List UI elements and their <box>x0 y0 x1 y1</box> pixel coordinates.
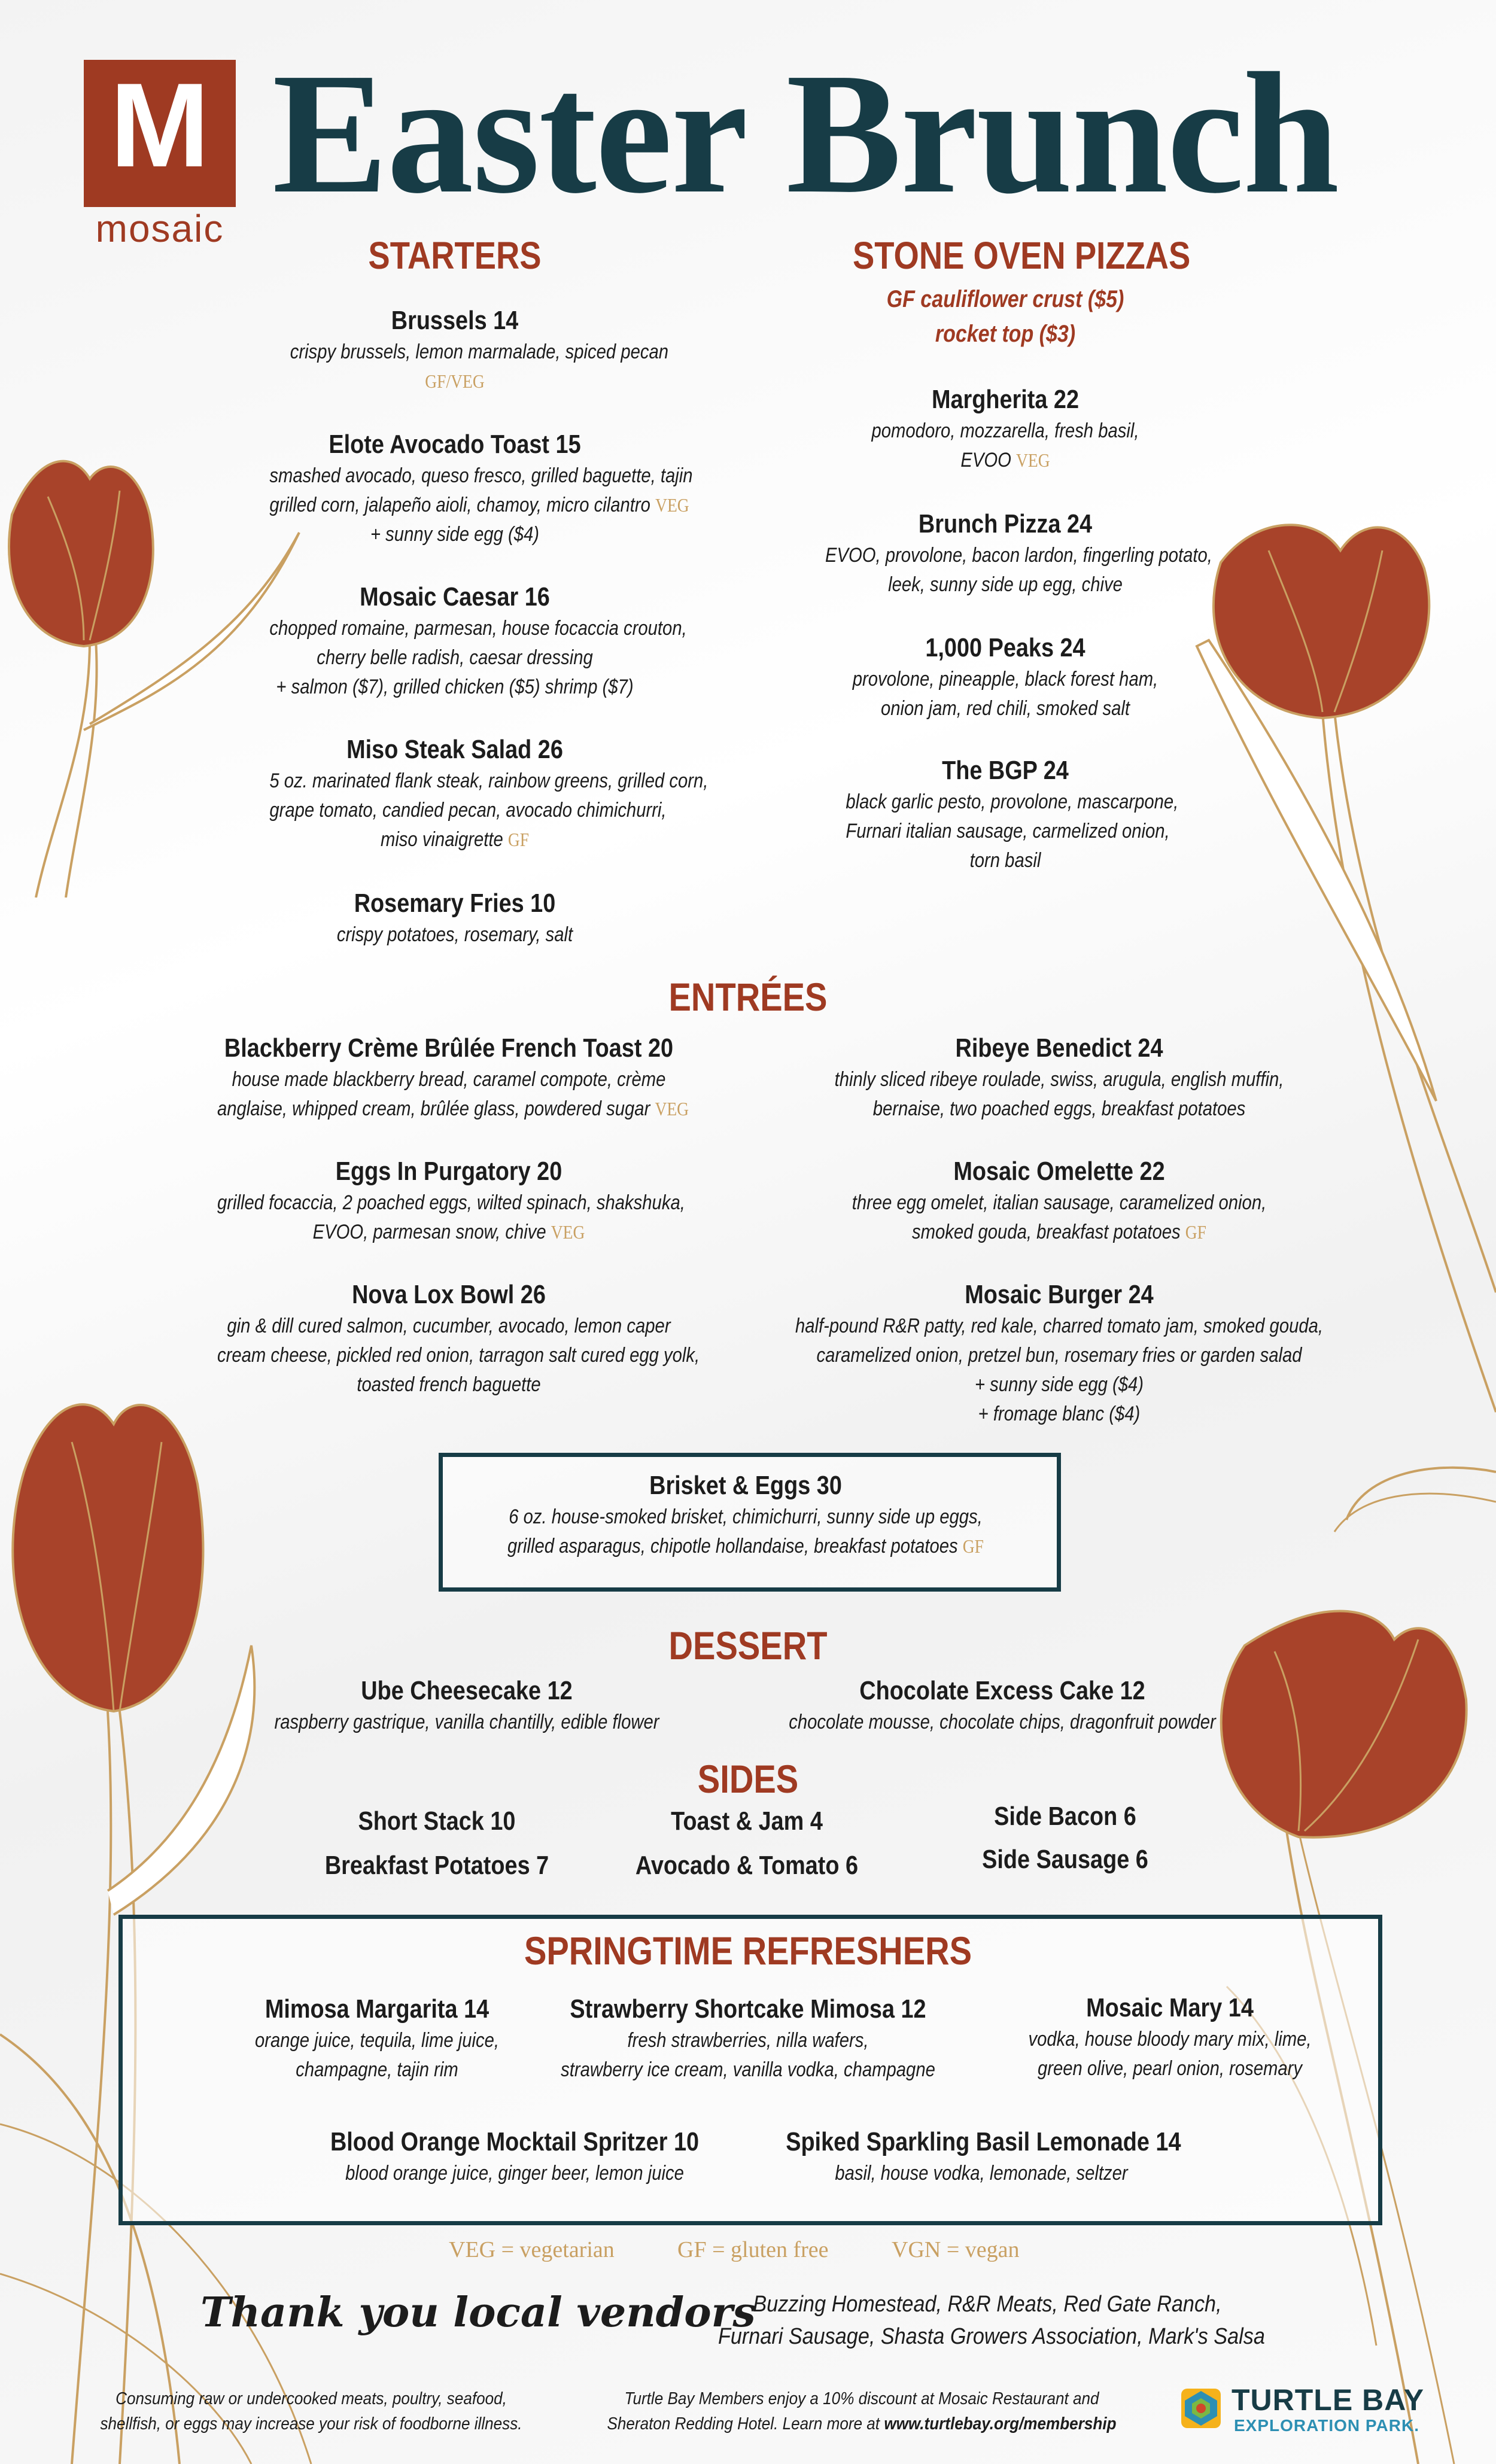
item-desc: + salmon ($7), grilled chicken ($5) shrimp ($7) <box>276 676 634 698</box>
item-name: Mimosa Margarita 14 <box>264 1994 489 2024</box>
item-desc: 5 oz. marinated flank steak, rainbow greens, grilled corn, <box>269 769 709 792</box>
side-item: Side Bacon 6 <box>994 1802 1136 1831</box>
item-desc: 6 oz. house-smoked brisket, chimichurri, sunny side up eggs, <box>509 1505 983 1528</box>
side-item: Toast & Jam 4 <box>671 1806 823 1836</box>
item-desc: black garlic pesto, provolone, mascarpone, <box>846 790 1179 813</box>
item-desc: vodka, house bloody mary mix, lime, <box>1028 2028 1312 2051</box>
item-name: Brisket & Eggs 30 <box>649 1471 842 1500</box>
item-desc: leek, sunny side up egg, chive <box>888 573 1123 596</box>
starters-heading: STARTERS <box>368 234 542 277</box>
side-item: Short Stack 10 <box>358 1806 516 1836</box>
item-desc: grilled asparagus, chipotle hollandaise, breakfast potatoes <box>507 1535 958 1558</box>
entrees-heading: ENTRÉES <box>668 975 828 1019</box>
sides-heading: SIDES <box>697 1757 799 1801</box>
pizzas-subtitle: rocket top ($3) <box>935 321 1076 347</box>
item-desc: green olive, pearl onion, rosemary <box>1037 2057 1303 2080</box>
menu-item <box>772 1032 1346 1124</box>
dietary-tag: VEG <box>655 494 689 516</box>
pizzas-heading: STONE OVEN PIZZAS <box>853 234 1191 277</box>
vendors-line: Buzzing Homestead, R&R Meats, Red Gate Ranch, <box>753 2292 1222 2317</box>
item-desc: EVOO, parmesan snow, chive <box>312 1221 546 1243</box>
item-desc: blood orange juice, ginger beer, lemon juice <box>345 2162 684 2185</box>
dessert-heading: DESSERT <box>668 1623 828 1668</box>
item-name: Rosemary Fries 10 <box>354 889 556 918</box>
menu-item <box>180 1278 718 1400</box>
item-desc: crispy brussels, lemon marmalade, spiced pecan <box>290 340 668 363</box>
menu-item <box>742 1278 1376 1429</box>
item-desc: crispy potatoes, rosemary, salt <box>336 923 573 946</box>
item-desc: grilled corn, jalapeño aioli, chamoy, micro cilantro <box>269 494 650 516</box>
membership-link[interactable]: www.turtlebay.org/membership <box>884 2414 1117 2433</box>
item-desc: half-pound R&R patty, red kale, charred tomato jam, smoked gouda, <box>795 1315 1323 1337</box>
side-item: Side Sausage 6 <box>982 1845 1148 1874</box>
menu-item <box>180 1032 718 1124</box>
item-desc: anglaise, whipped cream, brûlée glass, powdered sugar <box>217 1097 650 1120</box>
dietary-tag: GF <box>962 1535 984 1557</box>
item-desc: + sunny side egg ($4) <box>974 1373 1144 1396</box>
membership-note: Turtle Bay Members enjoy a 10% discount at Mosaic Restaurant and Sheraton Redding Hotel. Learn more at www.turtlebay.org/membership <box>607 2389 1117 2433</box>
item-desc: provolone, pineapple, black forest ham, <box>852 668 1159 690</box>
legend-vgn: VGN = vegan <box>892 2237 1020 2262</box>
menu-item <box>772 1155 1346 1247</box>
item-name: Blackberry Crème Brûlée French Toast 20 <box>224 1033 674 1063</box>
vendors-heading: Thank you local vendors <box>200 2289 756 2337</box>
menu-item <box>975 1991 1364 2083</box>
item-desc: miso vinaigrette <box>380 828 503 851</box>
item-name: Strawberry Shortcake Mimosa 12 <box>570 1994 926 2024</box>
logo-letter: M <box>110 59 210 192</box>
menu-item <box>180 1155 718 1247</box>
dietary-tag: VEG <box>551 1221 585 1243</box>
item-desc: EVOO, provolone, bacon lardon, fingerling potato, <box>825 544 1212 567</box>
vendors-list <box>718 2288 1265 2353</box>
pizzas-subtitle: GF cauliflower crust ($5) <box>886 286 1124 312</box>
item-desc: bernaise, two poached eggs, breakfast potatoes <box>872 1097 1246 1120</box>
item-desc: chocolate mousse, chocolate chips, dragonfruit powder <box>789 1711 1216 1733</box>
dietary-tag: VEG <box>1016 449 1050 471</box>
dietary-tag: VEG <box>655 1098 689 1120</box>
menu-item <box>275 887 634 950</box>
item-name: Mosaic Caesar 16 <box>360 582 550 612</box>
item-name: Mosaic Burger 24 <box>965 1280 1154 1309</box>
refreshers-heading: SPRINGTIME REFRESHERS <box>524 1928 972 1973</box>
item-desc: + sunny side egg ($4) <box>370 523 540 546</box>
item-desc: toasted french baguette <box>357 1373 541 1396</box>
item-desc: caramelized onion, pretzel bun, rosemary fries or garden salad <box>816 1344 1302 1367</box>
featured-menu-item <box>446 1469 1045 1561</box>
item-desc: champagne, tajin rim <box>296 2058 458 2081</box>
page-title: Easter Brunch <box>272 37 1339 229</box>
item-desc: smashed avocado, queso fresco, grilled baguette, tajin <box>269 464 693 487</box>
turtle-bay-subtitle: EXPLORATION PARK. <box>1234 2416 1419 2435</box>
item-desc: onion jam, red chili, smoked salt <box>880 697 1130 720</box>
logo-wordmark: mosaic <box>95 207 224 250</box>
item-name: 1,000 Peaks 24 <box>925 633 1085 662</box>
item-desc: raspberry gastrique, vanilla chantilly, edible flower <box>274 1711 659 1733</box>
item-name: Eggs In Purgatory 20 <box>335 1157 562 1186</box>
item-name: Brunch Pizza 24 <box>918 509 1093 539</box>
mosaic-logo <box>84 60 236 207</box>
menu-item <box>239 733 709 854</box>
dietary-tag: GF/VEG <box>425 370 485 392</box>
side-item: Breakfast Potatoes 7 <box>324 1851 549 1880</box>
item-desc: basil, house vodka, lemonade, seltzer <box>835 2162 1128 2185</box>
item-name: Elote Avocado Toast 15 <box>329 430 581 459</box>
item-desc: grilled focaccia, 2 poached eggs, wilted spinach, shakshuka, <box>217 1191 685 1214</box>
item-desc: EVOO <box>960 449 1011 471</box>
menu-item <box>239 580 687 702</box>
menu-item <box>820 383 1191 475</box>
item-desc: cream cheese, pickled red onion, tarragon salt cured egg yolk, <box>217 1344 700 1367</box>
item-name: Chocolate Excess Cake 12 <box>859 1676 1145 1705</box>
item-name: The BGP 24 <box>942 756 1069 785</box>
item-name: Blood Orange Mocktail Spritzer 10 <box>330 2127 700 2156</box>
turtle-bay-logo-icon <box>1179 2386 1223 2430</box>
menu-item <box>239 1674 694 1737</box>
menu-item <box>239 428 693 549</box>
item-name: Mosaic Omelette 22 <box>953 1157 1165 1186</box>
vendors-line: Furnari Sausage, Shasta Growers Association, Mark's Salsa <box>718 2324 1265 2349</box>
menu-item <box>748 1674 1257 1737</box>
item-desc: + fromage blanc ($4) <box>978 1403 1141 1425</box>
item-name: Margherita 22 <box>931 385 1080 414</box>
turtle-bay-name: TURTLE BAY <box>1232 2383 1425 2417</box>
item-desc: house made blackberry bread, caramel compote, crème <box>232 1068 666 1091</box>
menu-item <box>180 1993 574 2085</box>
item-desc: Furnari italian sausage, carmelized onion, <box>846 820 1170 842</box>
item-desc: orange juice, tequila, lime juice, <box>255 2029 499 2052</box>
item-name: Spiked Sparkling Basil Lemonade 14 <box>786 2127 1181 2156</box>
item-desc: smoked gouda, breakfast potatoes <box>912 1221 1181 1243</box>
menu-item <box>263 304 668 396</box>
item-desc: torn basil <box>969 849 1041 872</box>
menu-item <box>754 2125 1209 2188</box>
menu-item <box>796 507 1215 600</box>
menu-item <box>820 631 1191 723</box>
side-item: Avocado & Tomato 6 <box>635 1851 859 1880</box>
dietary-tag: GF <box>1185 1221 1206 1243</box>
item-name: Mosaic Mary 14 <box>1086 1993 1254 2022</box>
item-name: Miso Steak Salad 26 <box>346 735 563 764</box>
menu-item <box>820 754 1191 875</box>
item-desc: three egg omelet, italian sausage, caramelized onion, <box>852 1191 1267 1214</box>
item-desc: strawberry ice cream, vanilla vodka, champagne <box>561 2058 935 2081</box>
item-desc: fresh strawberries, nilla wafers, <box>627 2029 869 2052</box>
item-name: Nova Lox Bowl 26 <box>352 1280 546 1309</box>
item-name: Ribeye Benedict 24 <box>955 1033 1163 1063</box>
item-desc: cherry belle radish, caesar dressing <box>317 646 593 669</box>
item-desc: thinly sliced ribeye roulade, swiss, arugula, english muffin, <box>834 1068 1284 1091</box>
legend-gf: GF = gluten free <box>677 2237 829 2262</box>
menu-item <box>287 2125 742 2188</box>
item-name: Brussels 14 <box>391 306 519 335</box>
item-desc: gin & dill cured salmon, cucumber, avocado, lemon caper <box>227 1315 671 1337</box>
food-safety-disclaimer: Consuming raw or undercooked meats, poultry, seafood, shellfish, or eggs may increase your risk of foodborne illness. <box>100 2389 522 2433</box>
dietary-tag: GF <box>507 829 530 850</box>
item-desc: chopped romaine, parmesan, house focaccia crouton, <box>269 617 687 640</box>
menu-item <box>527 1993 969 2085</box>
item-desc: grape tomato, candied pecan, avocado chimichurri, <box>269 799 667 822</box>
legend-veg: VEG = vegetarian <box>449 2237 615 2262</box>
item-desc: pomodoro, mozzarella, fresh basil, <box>871 419 1139 442</box>
item-name: Ube Cheesecake 12 <box>361 1676 573 1705</box>
